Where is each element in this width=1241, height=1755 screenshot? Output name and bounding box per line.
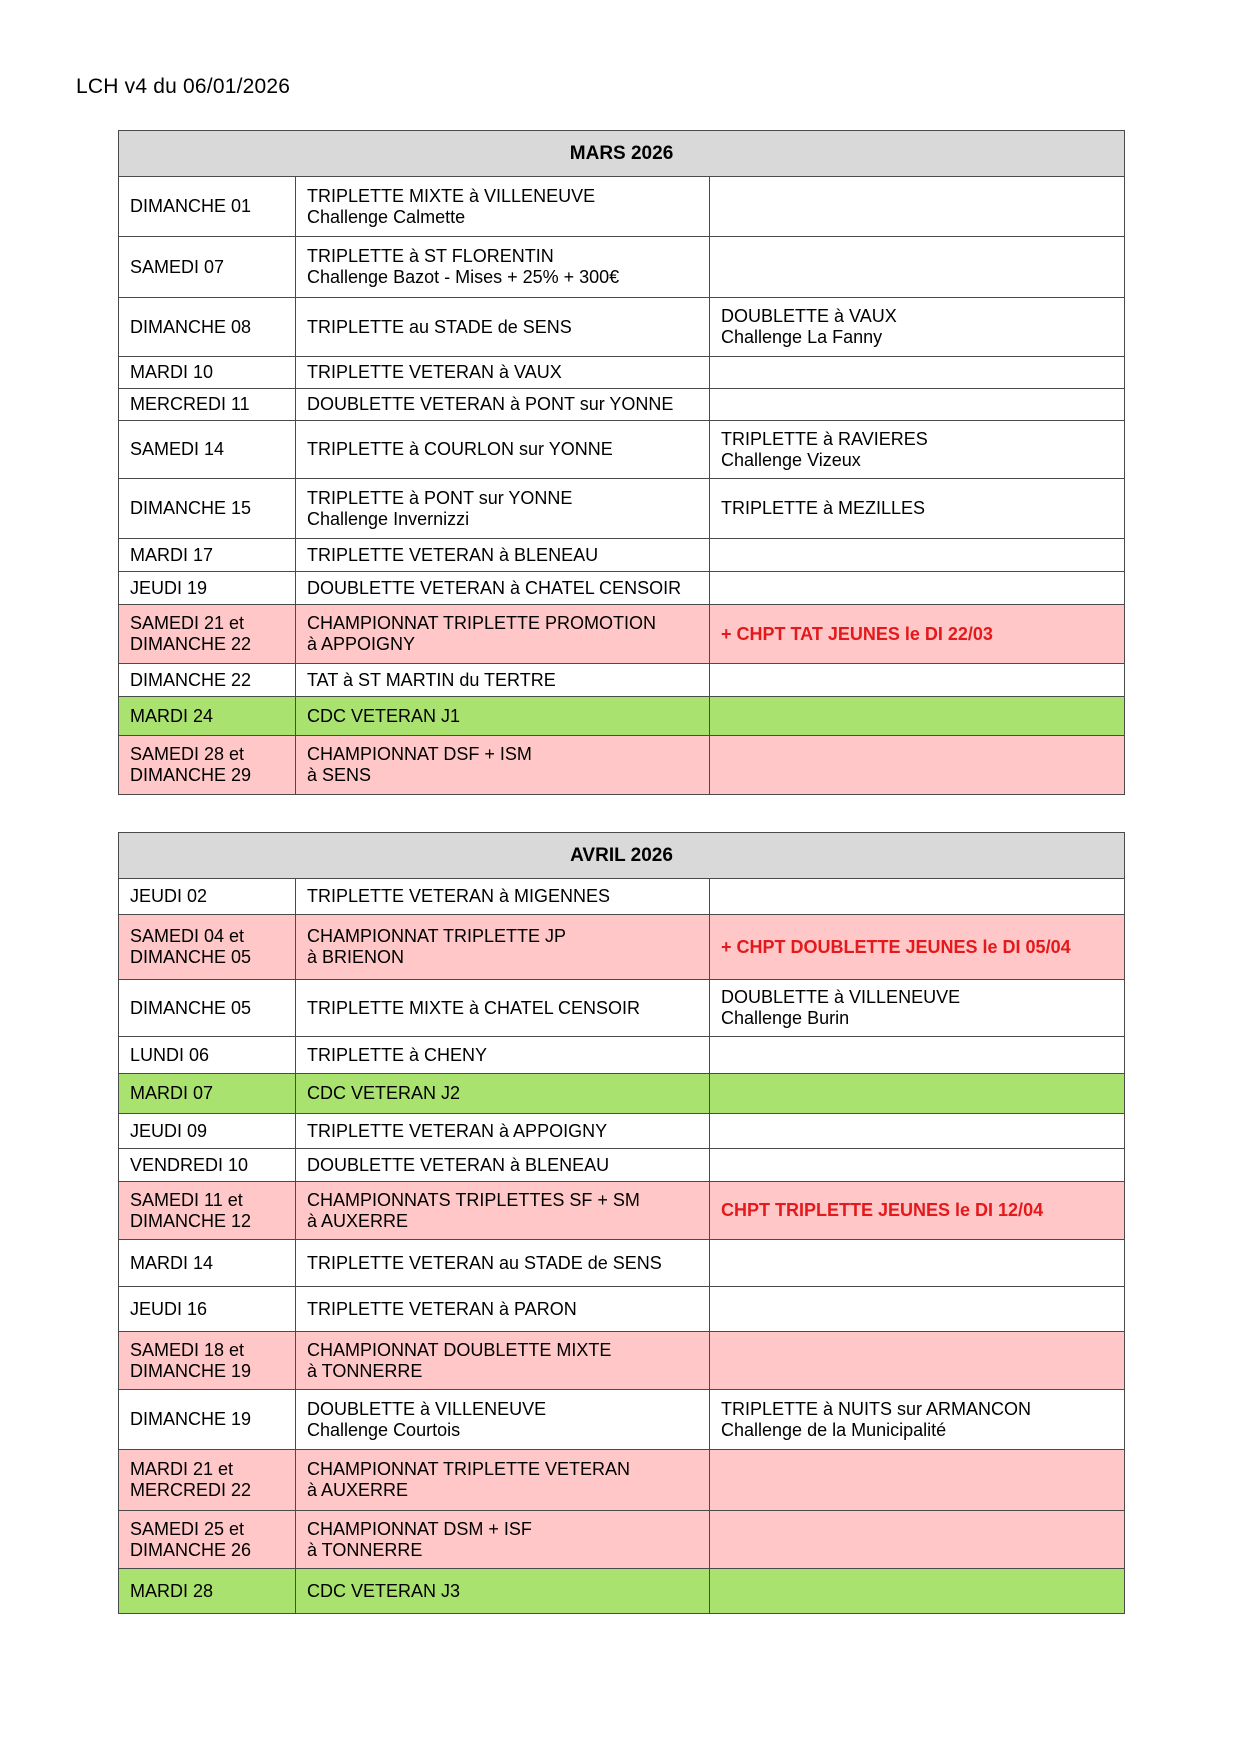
event-cell <box>296 1511 710 1569</box>
cell-line: TRIPLETTE au STADE de SENS <box>307 316 572 337</box>
cell-line: MERCREDI 22 <box>130 1480 252 1500</box>
cell-line: CHAMPIONNAT DSF + ISM <box>307 744 532 764</box>
day-cell <box>119 1074 296 1114</box>
event-cell <box>296 572 710 605</box>
cell-line: TRIPLETTE à COURLON sur YONNE <box>307 439 613 459</box>
cell-line: DIMANCHE 12 <box>130 1210 252 1231</box>
event-cell <box>296 879 710 915</box>
day-cell <box>119 1569 296 1614</box>
event-cell <box>296 1149 710 1182</box>
table-row <box>119 1240 1125 1287</box>
cell-line: DOUBLETTE VETERAN à CHATEL CENSOIR <box>307 577 682 598</box>
event-cell <box>296 177 710 237</box>
extra-cell <box>710 389 1125 421</box>
cell-line: à BRIENON <box>307 947 405 967</box>
table-row <box>119 237 1125 298</box>
cell-line: à AUXERRE <box>307 1210 409 1231</box>
cell-line: DOUBLETTE VETERAN à PONT sur YONNE <box>307 394 674 414</box>
cell-line: SAMEDI 21 et <box>130 613 245 633</box>
cell-line: MARDI 14 <box>130 1252 214 1273</box>
day-cell <box>119 539 296 572</box>
cell-line: CHAMPIONNAT TRIPLETTE PROMOTION <box>307 613 657 633</box>
table-row <box>119 1182 1125 1240</box>
day-cell <box>119 1037 296 1074</box>
cell-line: DIMANCHE 19 <box>130 1360 252 1381</box>
extra-cell <box>710 664 1125 697</box>
cell-line: à AUXERRE <box>307 1480 409 1500</box>
cell-line: VENDREDI 10 <box>130 1154 249 1175</box>
table-row <box>119 879 1125 915</box>
cell-line: CDC VETERAN J2 <box>307 1083 461 1103</box>
cell-line: JEUDI 02 <box>130 886 208 906</box>
cell-line: JEUDI 16 <box>130 1298 208 1319</box>
day-cell <box>119 389 296 421</box>
extra-cell <box>710 1511 1125 1569</box>
cell-line: à SENS <box>307 765 372 785</box>
cell-line: SAMEDI 04 et <box>130 926 245 946</box>
cell-line: DIMANCHE 22 <box>130 634 252 654</box>
cell-line: DIMANCHE 15 <box>130 498 252 518</box>
table-row <box>119 572 1125 605</box>
extra-cell <box>710 1074 1125 1114</box>
cell-line: JEUDI 19 <box>130 577 208 598</box>
cell-line: CHAMPIONNAT DSM + ISF <box>307 1518 532 1539</box>
extra-cell <box>710 479 1125 539</box>
event-cell <box>296 1450 710 1511</box>
table-row <box>119 357 1125 389</box>
day-cell <box>119 1332 296 1390</box>
calendar-table-avril <box>118 832 1125 1614</box>
cell-line: Challenge Vizeux <box>721 449 861 470</box>
cell-line: DOUBLETTE VETERAN à BLENEAU <box>307 1154 610 1175</box>
event-cell <box>296 736 710 795</box>
cell-line: CHAMPIONNATS TRIPLETTES SF + SM <box>307 1189 640 1210</box>
cell-line: DIMANCHE 08 <box>130 316 252 337</box>
event-cell <box>296 1287 710 1332</box>
document-header: LCH v4 du 06/01/2026 <box>76 75 291 98</box>
extra-cell <box>710 1287 1125 1332</box>
calendar-table-mars <box>118 130 1125 795</box>
cell-line: TAT à ST MARTIN du TERTRE <box>307 669 556 690</box>
extra-cell <box>710 1450 1125 1511</box>
day-cell <box>119 664 296 697</box>
table-row <box>119 664 1125 697</box>
day-cell <box>119 1450 296 1511</box>
table-row <box>119 298 1125 357</box>
event-cell <box>296 1569 710 1614</box>
cell-line: MARDI 24 <box>130 705 214 726</box>
cell-line: Challenge Calmette <box>307 206 466 227</box>
day-cell <box>119 1287 296 1332</box>
extra-cell <box>710 539 1125 572</box>
event-cell <box>296 1332 710 1390</box>
cell-line: JEUDI 09 <box>130 1120 208 1141</box>
table-row <box>119 1037 1125 1074</box>
extra-cell <box>710 1182 1125 1240</box>
cell-line: à TONNERRE <box>307 1360 423 1381</box>
cell-line: à TONNERRE <box>307 1539 423 1560</box>
cell-line: + CHPT DOUBLETTE JEUNES le DI 05/04 <box>721 936 1071 957</box>
event-cell <box>296 539 710 572</box>
cell-line: SAMEDI 07 <box>130 256 225 277</box>
cell-line: MARDI 17 <box>130 544 214 565</box>
extra-cell <box>710 1240 1125 1287</box>
table-row <box>119 389 1125 421</box>
extra-cell <box>710 177 1125 237</box>
cell-line: DIMANCHE 05 <box>130 997 252 1018</box>
event-cell <box>296 605 710 664</box>
cell-line: DIMANCHE 19 <box>130 1409 252 1429</box>
event-cell <box>296 915 710 980</box>
table-row <box>119 736 1125 795</box>
cell-line: CDC VETERAN J1 <box>307 705 461 726</box>
extra-cell <box>710 421 1125 479</box>
event-cell <box>296 1037 710 1074</box>
event-cell <box>296 1182 710 1240</box>
table-row <box>119 1450 1125 1511</box>
day-cell <box>119 605 296 664</box>
event-cell <box>296 1074 710 1114</box>
cell-line: SAMEDI 11 et <box>130 1189 243 1210</box>
day-cell <box>119 1390 296 1450</box>
table-row <box>119 980 1125 1037</box>
extra-cell <box>710 736 1125 795</box>
day-cell <box>119 1182 296 1240</box>
cell-line: Challenge de la Municipalité <box>721 1419 947 1440</box>
cell-line: à APPOIGNY <box>307 634 416 654</box>
table-row <box>119 1074 1125 1114</box>
cell-line: SAMEDI 18 et <box>130 1339 245 1360</box>
cell-line: DOUBLETTE à VAUX <box>721 306 897 326</box>
day-cell <box>119 736 296 795</box>
event-cell <box>296 1390 710 1450</box>
table-row <box>119 539 1125 572</box>
day-cell <box>119 1114 296 1149</box>
day-cell <box>119 177 296 237</box>
event-cell <box>296 664 710 697</box>
day-cell <box>119 479 296 539</box>
cell-line: DOUBLETTE à VILLENEUVE <box>721 987 961 1007</box>
extra-cell <box>710 1569 1125 1614</box>
event-cell <box>296 298 710 357</box>
cell-line: DIMANCHE 26 <box>130 1539 252 1560</box>
cell-line: MARDI 21 et <box>130 1459 234 1479</box>
event-cell <box>296 421 710 479</box>
cell-line: TRIPLETTE VETERAN au STADE de SENS <box>307 1252 662 1273</box>
extra-cell <box>710 572 1125 605</box>
cell-line: DOUBLETTE à VILLENEUVE <box>307 1398 547 1419</box>
extra-cell <box>710 879 1125 915</box>
cell-line: TRIPLETTE MIXTE à CHATEL CENSOIR <box>307 997 641 1018</box>
cell-line: TRIPLETTE VETERAN à BLENEAU <box>307 544 599 565</box>
extra-cell <box>710 298 1125 357</box>
day-cell <box>119 421 296 479</box>
table-row <box>119 1114 1125 1149</box>
month-title: MARS 2026 <box>119 131 1125 177</box>
event-cell <box>296 479 710 539</box>
day-cell <box>119 915 296 980</box>
cell-line: Challenge Invernizzi <box>307 508 470 529</box>
event-cell <box>296 1114 710 1149</box>
extra-cell <box>710 605 1125 664</box>
cell-line: TRIPLETTE à RAVIERES <box>721 428 928 449</box>
cell-line: LUNDI 06 <box>130 1044 210 1065</box>
table-row <box>119 1569 1125 1614</box>
extra-cell <box>710 1149 1125 1182</box>
extra-cell <box>710 980 1125 1037</box>
day-cell <box>119 298 296 357</box>
table-row <box>119 697 1125 736</box>
cell-line: CHAMPIONNAT TRIPLETTE JP <box>307 926 567 946</box>
cell-line: DIMANCHE 22 <box>130 669 252 690</box>
cell-line: DIMANCHE 01 <box>130 196 252 216</box>
month-title: AVRIL 2026 <box>119 833 1125 879</box>
cell-line: CDC VETERAN J3 <box>307 1580 461 1601</box>
table-row <box>119 605 1125 664</box>
cell-line: MERCREDI 11 <box>130 394 250 414</box>
cell-line: + CHPT TAT JEUNES le DI 22/03 <box>721 623 993 644</box>
cell-line: DIMANCHE 05 <box>130 947 252 967</box>
extra-cell <box>710 915 1125 980</box>
extra-cell <box>710 1114 1125 1149</box>
cell-line: Challenge Bazot - Mises + 25% + 300€ <box>307 267 620 287</box>
cell-line: SAMEDI 25 et <box>130 1518 245 1539</box>
extra-cell <box>710 1390 1125 1450</box>
cell-line: TRIPLETTE MIXTE à VILLENEUVE <box>307 185 596 206</box>
day-cell <box>119 1511 296 1569</box>
cell-line: TRIPLETTE VETERAN à APPOIGNY <box>307 1120 608 1141</box>
day-cell <box>119 879 296 915</box>
cell-line: TRIPLETTE à ST FLORENTIN <box>307 246 554 266</box>
event-cell <box>296 389 710 421</box>
event-cell <box>296 980 710 1037</box>
event-cell <box>296 697 710 736</box>
table-row <box>119 1149 1125 1182</box>
table-row <box>119 421 1125 479</box>
event-cell <box>296 237 710 298</box>
cell-line: TRIPLETTE à MEZILLES <box>721 498 926 518</box>
day-cell <box>119 697 296 736</box>
cell-line: TRIPLETTE à NUITS sur ARMANCON <box>721 1398 1032 1419</box>
cell-line: Challenge Burin <box>721 1008 850 1028</box>
cell-line: TRIPLETTE VETERAN à VAUX <box>307 362 562 382</box>
cell-line: SAMEDI 28 et <box>130 744 245 764</box>
extra-cell <box>710 237 1125 298</box>
cell-line: MARDI 10 <box>130 362 214 382</box>
day-cell <box>119 357 296 389</box>
table-row <box>119 1332 1125 1390</box>
table-row <box>119 1287 1125 1332</box>
table-row <box>119 479 1125 539</box>
extra-cell <box>710 1037 1125 1074</box>
cell-line: TRIPLETTE à PONT sur YONNE <box>307 487 573 508</box>
event-cell <box>296 1240 710 1287</box>
table-row <box>119 1511 1125 1569</box>
cell-line: Challenge La Fanny <box>721 327 883 347</box>
cell-line: CHAMPIONNAT DOUBLETTE MIXTE <box>307 1339 612 1360</box>
cell-line: DIMANCHE 29 <box>130 765 252 785</box>
cell-line: CHPT TRIPLETTE JEUNES le DI 12/04 <box>721 1200 1044 1220</box>
extra-cell <box>710 697 1125 736</box>
cell-line: TRIPLETTE VETERAN à MIGENNES <box>307 886 611 906</box>
table-row <box>119 1390 1125 1450</box>
cell-line: SAMEDI 14 <box>130 439 225 459</box>
table-row <box>119 915 1125 980</box>
cell-line: MARDI 28 <box>130 1580 214 1601</box>
cell-line: Challenge Courtois <box>307 1419 461 1440</box>
cell-line: CHAMPIONNAT TRIPLETTE VETERAN <box>307 1459 631 1479</box>
day-cell <box>119 1240 296 1287</box>
extra-cell <box>710 1332 1125 1390</box>
day-cell <box>119 237 296 298</box>
cell-line: TRIPLETTE à CHENY <box>307 1044 488 1065</box>
day-cell <box>119 1149 296 1182</box>
day-cell <box>119 572 296 605</box>
extra-cell <box>710 357 1125 389</box>
table-row <box>119 177 1125 237</box>
day-cell <box>119 980 296 1037</box>
event-cell <box>296 357 710 389</box>
cell-line: MARDI 07 <box>130 1083 214 1103</box>
cell-line: TRIPLETTE VETERAN à PARON <box>307 1298 577 1319</box>
